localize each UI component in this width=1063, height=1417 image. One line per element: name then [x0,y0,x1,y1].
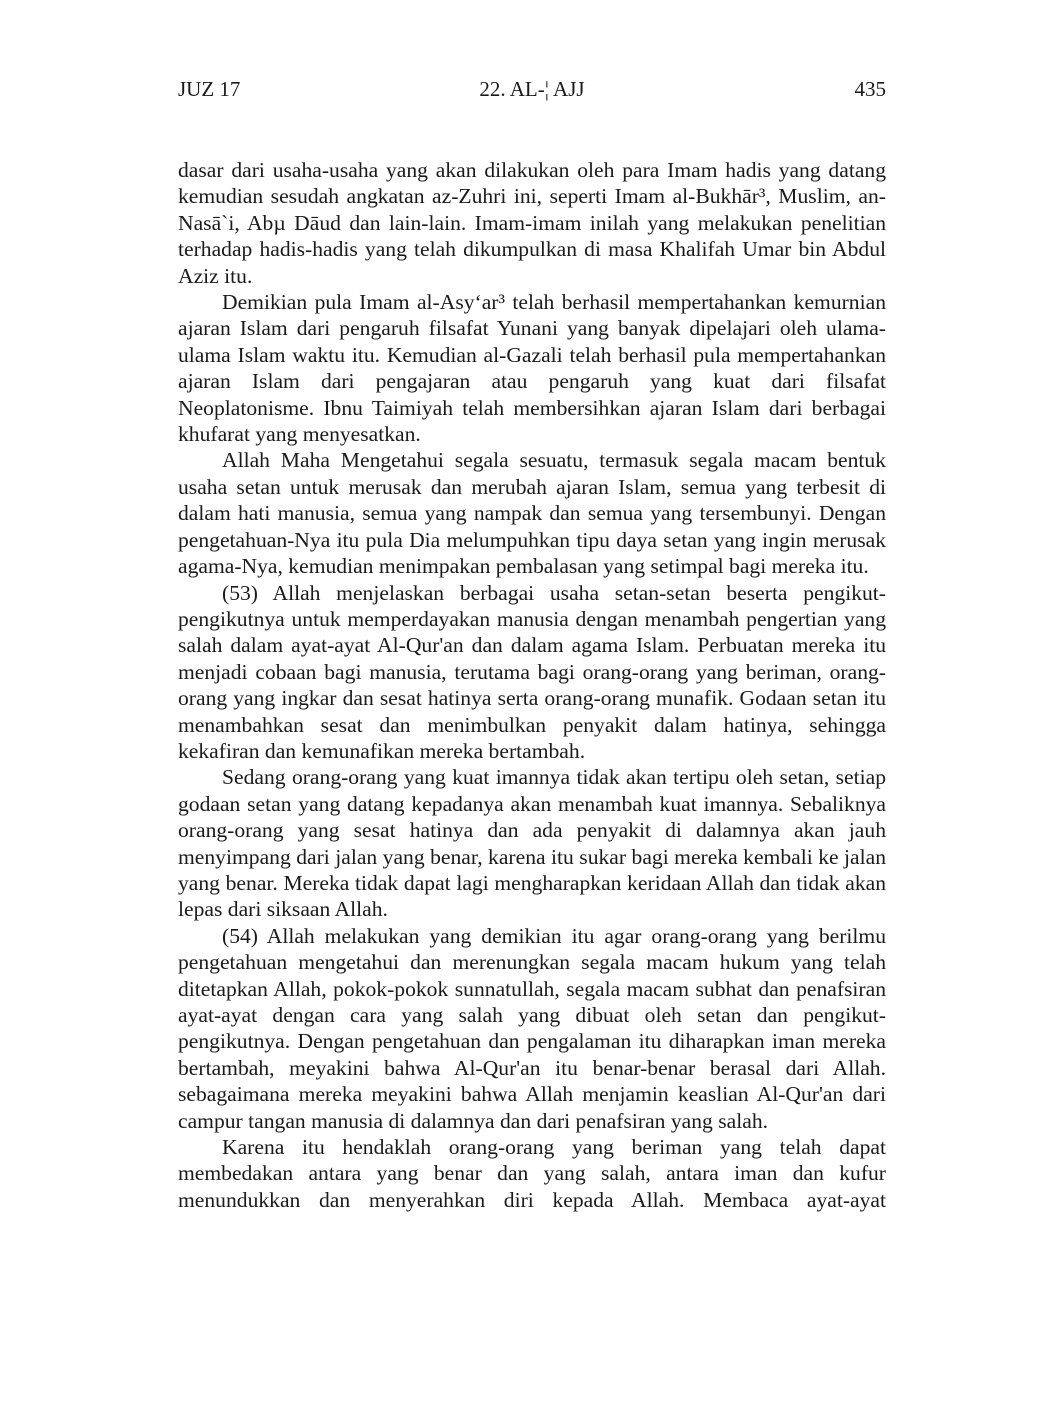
paragraph: Allah Maha Mengetahui segala sesuatu, termasuk segala macam bentuk usaha setan untuk merusak dan merubah ajaran Islam, semua yang terbesit di dalam hati manusia, semua yang nampak dan semua yang tersembunyi. Dengan pengetahuan-Nya itu pula Dia melumpuhkan tipu daya setan yang ingin merusak agama-Nya, kemudian menimpakan pembalasan yang setimpal bagi mereka itu. [178,448,886,579]
paragraph: dasar dari usaha-usaha yang akan dilakukan oleh para Imam hadis yang datang kemudian sesudah angkatan az-Zuhri ini, seperti Imam al-Bukhār³, Muslim, an-Nasā`i, Abµ Dāud dan lain-lain. Imam-imam inilah yang melakukan penelitian terhadap hadis-hadis yang telah dikumpulkan di masa Khalifah Umar bin Abdul Aziz itu. [178,158,886,288]
running-header [178,74,886,104]
paragraph: Karena itu hendaklah orang-orang yang beriman yang telah dapat membedakan antara yang benar dan yang salah, antara iman dan kufur menundukkan dan menyerahkan diri kepada Allah. Membaca ayat-ayat [178,1135,886,1212]
surah-title: 22. AL-¦ AJJ [479,77,585,101]
body-text [178,157,886,1213]
paragraph: Sedang orang-orang yang kuat imannya tidak akan tertipu oleh setan, setiap godaan setan yang datang kepadanya akan menambah kuat imannya. Sebaliknya orang-orang yang sesat hatinya dan ada penyakit di dalamnya akan jauh menyimpang dari jalan yang benar, karena itu sukar bagi mereka kembali ke jalan yang benar. Mereka tidak dapat lagi mengharapkan keridaan Allah dan tidak akan lepas dari siksaan Allah. [178,765,886,922]
paragraph: (53) Allah menjelaskan berbagai usaha setan-setan beserta pengikut-pengikutnya untuk memperdayakan manusia dengan menambah pengertian yang salah dalam ayat-ayat Al-Qur'an dan dalam agama Islam. Perbuatan mereka itu menjadi cobaan bagi manusia, terutama bagi orang-orang yang beriman, orang-orang yang ingkar dan sesat hatinya serta orang-orang munafik. Godaan setan itu menambahkan sesat dan menimbulkan penyakit dalam hatinya, sehingga kekafiran dan kemunafikan mereka bertambah. [178,580,886,763]
juz-label: JUZ 17 [178,77,241,101]
paragraph: Demikian pula Imam al-Asy‘ar³ telah berhasil mempertahankan kemurnian ajaran Islam dari pengaruh filsafat Yunani yang banyak dipelajari oleh ulama-ulama Islam waktu itu. Kemudian al-Gazali telah berhasil pula mempertahankan ajaran Islam dari pengajaran atau pengaruh yang kuat dari filsafat Neoplatonisme. Ibnu Taimiyah telah membersihkan ajaran Islam dari berbagai khufarat yang menyesatkan. [178,290,886,447]
paragraph: (54) Allah melakukan yang demikian itu agar orang-orang yang berilmu pengetahuan mengetahui dan merenungkan segala macam hukum yang telah ditetapkan Allah, pokok-pokok sunnatullah, segala macam subhat dan penafsiran ayat-ayat dengan cara yang salah yang dibuat oleh setan dan pengikut-pengikutnya. Dengan pengetahuan dan pengalaman itu diharapkan iman mereka bertambah, meyakini bahwa Al-Qur'an itu benar-benar berasal dari Allah. sebagaimana mereka meyakini bahwa Allah menjamin keaslian Al-Qur'an dari campur tangan manusia di dalamnya dan dari penafsiran yang salah. [178,923,886,1133]
page-number: 435 [854,77,886,101]
